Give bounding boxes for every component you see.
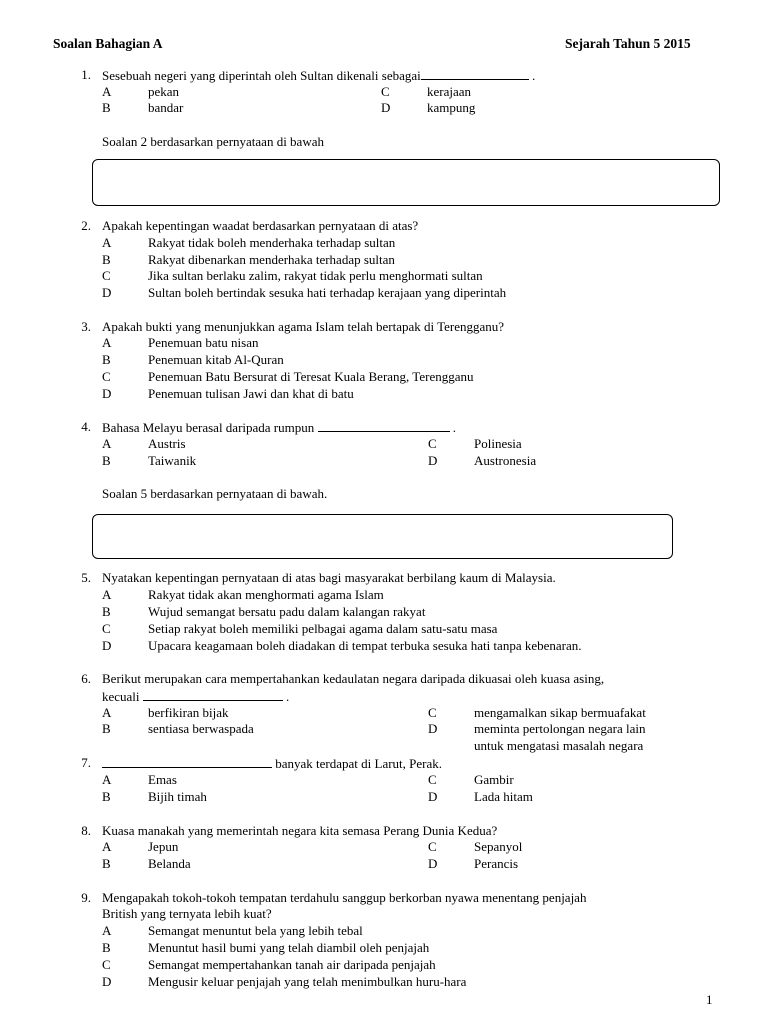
option-letter: D [428, 789, 438, 804]
question-stem: Bahasa Melayu berasal daripada rumpun . [102, 420, 457, 435]
option-letter: D [381, 100, 391, 115]
option-letter: D [428, 721, 438, 736]
question-number: 5. [81, 570, 91, 585]
question-number: 3. [81, 319, 91, 334]
option-letter: A [102, 772, 112, 787]
option-letter: A [102, 923, 112, 938]
question-stem: Nyatakan kepentingan pernyataan di atas bagi masyarakat berbilang kaum di Malaysia. [102, 570, 556, 585]
option-letter: A [102, 436, 112, 451]
answer-blank[interactable] [143, 688, 283, 701]
stimulus-intro: Soalan 5 berdasarkan pernyataan di bawah. [102, 486, 328, 501]
option-text[interactable]: Polinesia [474, 436, 522, 451]
option-text[interactable]: Austris [148, 436, 186, 451]
option-text[interactable]: kampung [427, 100, 476, 115]
question-number: 6. [81, 671, 91, 686]
answer-blank[interactable] [421, 67, 529, 80]
option-text[interactable]: Bijih timah [148, 789, 207, 804]
option-letter: D [102, 638, 112, 653]
option-letter: A [102, 235, 112, 250]
option-text[interactable]: berfikiran bijak [148, 705, 229, 720]
statement-box [92, 159, 720, 206]
option-text[interactable]: Menuntut hasil bumi yang telah diambil oleh penjajah [148, 940, 430, 955]
question-stem-cont: kecuali . [102, 689, 290, 704]
option-text[interactable]: Sultan boleh bertindak sesuka hati terhadap kerajaan yang diperintah [148, 285, 507, 300]
option-letter: C [381, 84, 390, 99]
option-letter: B [102, 940, 111, 955]
statement-box [92, 514, 673, 559]
option-text[interactable]: Penemuan tulisan Jawi dan khat di batu [148, 386, 354, 401]
option-text[interactable]: Perancis [474, 856, 519, 871]
option-letter: A [102, 839, 112, 854]
option-letter: C [428, 772, 437, 787]
question-number: 4. [81, 419, 91, 434]
option-letter: B [102, 100, 111, 115]
option-text[interactable]: kerajaan [427, 84, 472, 99]
option-text[interactable]: Semangat menuntut bela yang lebih tebal [148, 923, 363, 938]
question-stem: Mengapakah tokoh-tokoh tempatan terdahulu sanggup berkorban nyawa menentang penjajah [102, 890, 587, 905]
option-text[interactable]: Lada hitam [474, 789, 533, 804]
question-stem-cont: British yang ternyata lebih kuat? [102, 906, 272, 921]
option-text[interactable]: Setiap rakyat boleh memiliki pelbagai agama dalam satu-satu masa [148, 621, 498, 636]
option-text[interactable]: sentiasa berwaspada [148, 721, 254, 736]
option-text[interactable]: Jepun [148, 839, 179, 854]
option-letter: D [428, 856, 438, 871]
option-text[interactable]: Upacara keagamaan boleh diadakan di tempat terbuka sesuka hati tanpa kebenaran. [148, 638, 582, 653]
option-letter: A [102, 335, 112, 350]
question-stem: Apakah kepentingan waadat berdasarkan pernyataan di atas? [102, 218, 419, 233]
option-letter: D [428, 453, 438, 468]
question-number: 9. [81, 890, 91, 905]
stimulus-intro: Soalan 2 berdasarkan pernyataan di bawah [102, 134, 324, 149]
option-letter: C [428, 705, 437, 720]
question-stem: Berikut merupakan cara mempertahankan kedaulatan negara daripada dikuasai oleh kuasa asing, [102, 671, 605, 686]
option-text[interactable]: Penemuan kitab Al-Quran [148, 352, 284, 367]
option-text[interactable]: Mengusir keluar penjajah yang telah menimbulkan huru-hara [148, 974, 467, 989]
option-text[interactable]: bandar [148, 100, 184, 115]
question-number: 2. [81, 218, 91, 233]
option-letter: B [102, 856, 111, 871]
option-letter: A [102, 84, 112, 99]
header-right: Sejarah Tahun 5 2015 [565, 36, 691, 51]
option-text[interactable]: Penemuan Batu Bersurat di Teresat Kuala Berang, Terengganu [148, 369, 474, 384]
option-text[interactable]: Emas [148, 772, 177, 787]
page-number: 1 [706, 992, 713, 1007]
option-letter: C [428, 839, 437, 854]
header-left: Soalan Bahagian A [53, 36, 163, 51]
option-letter: B [102, 721, 111, 736]
option-text[interactable]: Jika sultan berlaku zalim, rakyat tidak perlu menghormati sultan [148, 268, 483, 283]
option-letter: D [102, 974, 112, 989]
option-letter: A [102, 705, 112, 720]
option-text[interactable]: Rakyat tidak akan menghormati agama Islam [148, 587, 384, 602]
question-number: 8. [81, 823, 91, 838]
question-number: 7. [81, 755, 91, 770]
option-letter: A [102, 587, 112, 602]
option-text[interactable]: meminta pertolongan negara lain [474, 721, 646, 736]
answer-blank[interactable] [318, 419, 450, 432]
option-text[interactable]: pekan [148, 84, 180, 99]
option-letter: D [102, 285, 112, 300]
option-letter: C [428, 436, 437, 451]
option-text[interactable]: Taiwanik [148, 453, 197, 468]
option-text[interactable]: Belanda [148, 856, 191, 871]
option-letter: C [102, 369, 111, 384]
option-letter: B [102, 453, 111, 468]
option-letter: C [102, 268, 111, 283]
option-text[interactable]: Penemuan batu nisan [148, 335, 259, 350]
answer-blank[interactable] [102, 755, 272, 768]
option-letter: C [102, 621, 111, 636]
option-text[interactable]: mengamalkan sikap bermuafakat [474, 705, 646, 720]
question-stem: Apakah bukti yang menunjukkan agama Islam telah bertapak di Terengganu? [102, 319, 505, 334]
option-text[interactable]: Rakyat dibenarkan menderhaka terhadap sultan [148, 252, 395, 267]
option-letter: B [102, 352, 111, 367]
option-letter: B [102, 789, 111, 804]
option-text[interactable]: Rakyat tidak boleh menderhaka terhadap sultan [148, 235, 396, 250]
option-text[interactable]: Gambir [474, 772, 514, 787]
option-text[interactable]: Sepanyol [474, 839, 523, 854]
option-text[interactable]: Wujud semangat bersatu padu dalam kalangan rakyat [148, 604, 426, 619]
question-number: 1. [81, 67, 91, 82]
option-text-cont: untuk mengatasi masalah negara [474, 738, 644, 753]
option-text[interactable]: Semangat mempertahankan tanah air daripada penjajah [148, 957, 436, 972]
option-text[interactable]: Austronesia [474, 453, 537, 468]
option-letter: B [102, 604, 111, 619]
question-stem: banyak terdapat di Larut, Perak. [102, 755, 442, 773]
question-stem: Sesebuah negeri yang diperintah oleh Sultan dikenali sebagai . [102, 68, 536, 83]
question-stem: Kuasa manakah yang memerintah negara kita semasa Perang Dunia Kedua? [102, 823, 498, 838]
option-letter: B [102, 252, 111, 267]
option-letter: C [102, 957, 111, 972]
option-letter: D [102, 386, 112, 401]
